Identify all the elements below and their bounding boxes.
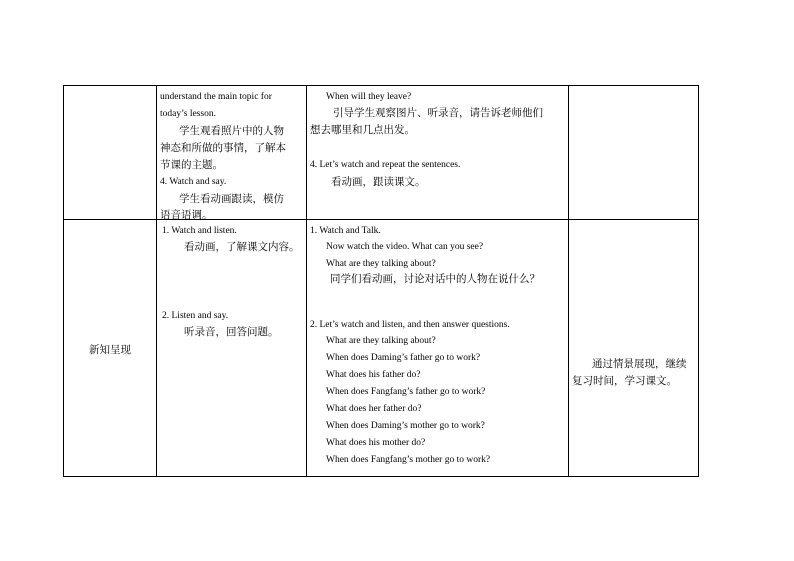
table-row bbox=[64, 220, 699, 477]
text-line: 看动画，跟读课文。 bbox=[331, 176, 426, 188]
table-row bbox=[64, 86, 699, 220]
text-line: 同学们看动画，讨论对话中的人物在说什么？ bbox=[330, 273, 540, 285]
text-line: When does Daming’s father go to work? bbox=[326, 353, 481, 363]
text-line: What does his mother do? bbox=[326, 438, 426, 448]
text-line: understand the main topic for bbox=[160, 92, 272, 102]
text-line: What are they talking about? bbox=[326, 336, 436, 346]
text-line: What are they talking about? bbox=[326, 259, 436, 269]
text-line: 引导学生观察图片、听录音，请告诉老师他们 bbox=[333, 107, 543, 119]
text-line: 学生观看照片中的人物 bbox=[179, 125, 284, 137]
text-line: When will they leave? bbox=[326, 92, 412, 102]
text-line: 看动画，了解课文内容。 bbox=[184, 241, 300, 253]
stage-cell bbox=[64, 86, 157, 220]
text-line: 通过情景展现，继续 bbox=[592, 358, 687, 370]
text-line: 语音语调。 bbox=[160, 209, 213, 221]
text-line: 节课的主题。 bbox=[160, 159, 223, 171]
student-activity-cell bbox=[157, 220, 307, 477]
text-line: 2. Let’s watch and listen, and then answer questions. bbox=[310, 320, 510, 330]
text-line: What does his father do? bbox=[326, 370, 421, 380]
text-line: 1. Watch and listen. bbox=[162, 226, 237, 236]
purpose-cell bbox=[569, 220, 699, 477]
text-line: Now watch the video. What can you see? bbox=[326, 242, 484, 252]
text-line: 复习时间，学习课文。 bbox=[572, 375, 677, 387]
text-line: 2. Listen and say. bbox=[162, 311, 229, 321]
text-line: 神态和所做的事情，了解本 bbox=[160, 142, 286, 154]
text-line: 4. Watch and say. bbox=[160, 177, 227, 187]
text-line: When does Daming’s mother go to work? bbox=[326, 421, 485, 431]
text-line: today’s lesson. bbox=[160, 109, 216, 119]
text-line: 1. Watch and Talk. bbox=[310, 226, 381, 236]
teacher-activity-cell bbox=[307, 220, 569, 477]
text-line: What does her father do? bbox=[326, 404, 422, 414]
text-line: When does Fangfang’s father go to work? bbox=[326, 387, 486, 397]
text-line: 想去哪里和几点出发。 bbox=[310, 124, 415, 136]
text-line: 4. Let’s watch and repeat the sentences. bbox=[310, 160, 461, 170]
teacher-activity-cell bbox=[307, 86, 569, 220]
text-line: 听录音，回答问题。 bbox=[184, 326, 279, 338]
purpose-cell bbox=[569, 86, 699, 220]
stage-cell bbox=[64, 220, 157, 477]
text-line: 学生看动画跟读，模仿 bbox=[179, 193, 284, 205]
lesson-plan-table bbox=[63, 85, 699, 477]
student-activity-cell bbox=[157, 86, 307, 220]
text-line: When does Fangfang’s mother go to work? bbox=[326, 455, 491, 465]
stage-label: 新知呈现 bbox=[89, 344, 131, 356]
